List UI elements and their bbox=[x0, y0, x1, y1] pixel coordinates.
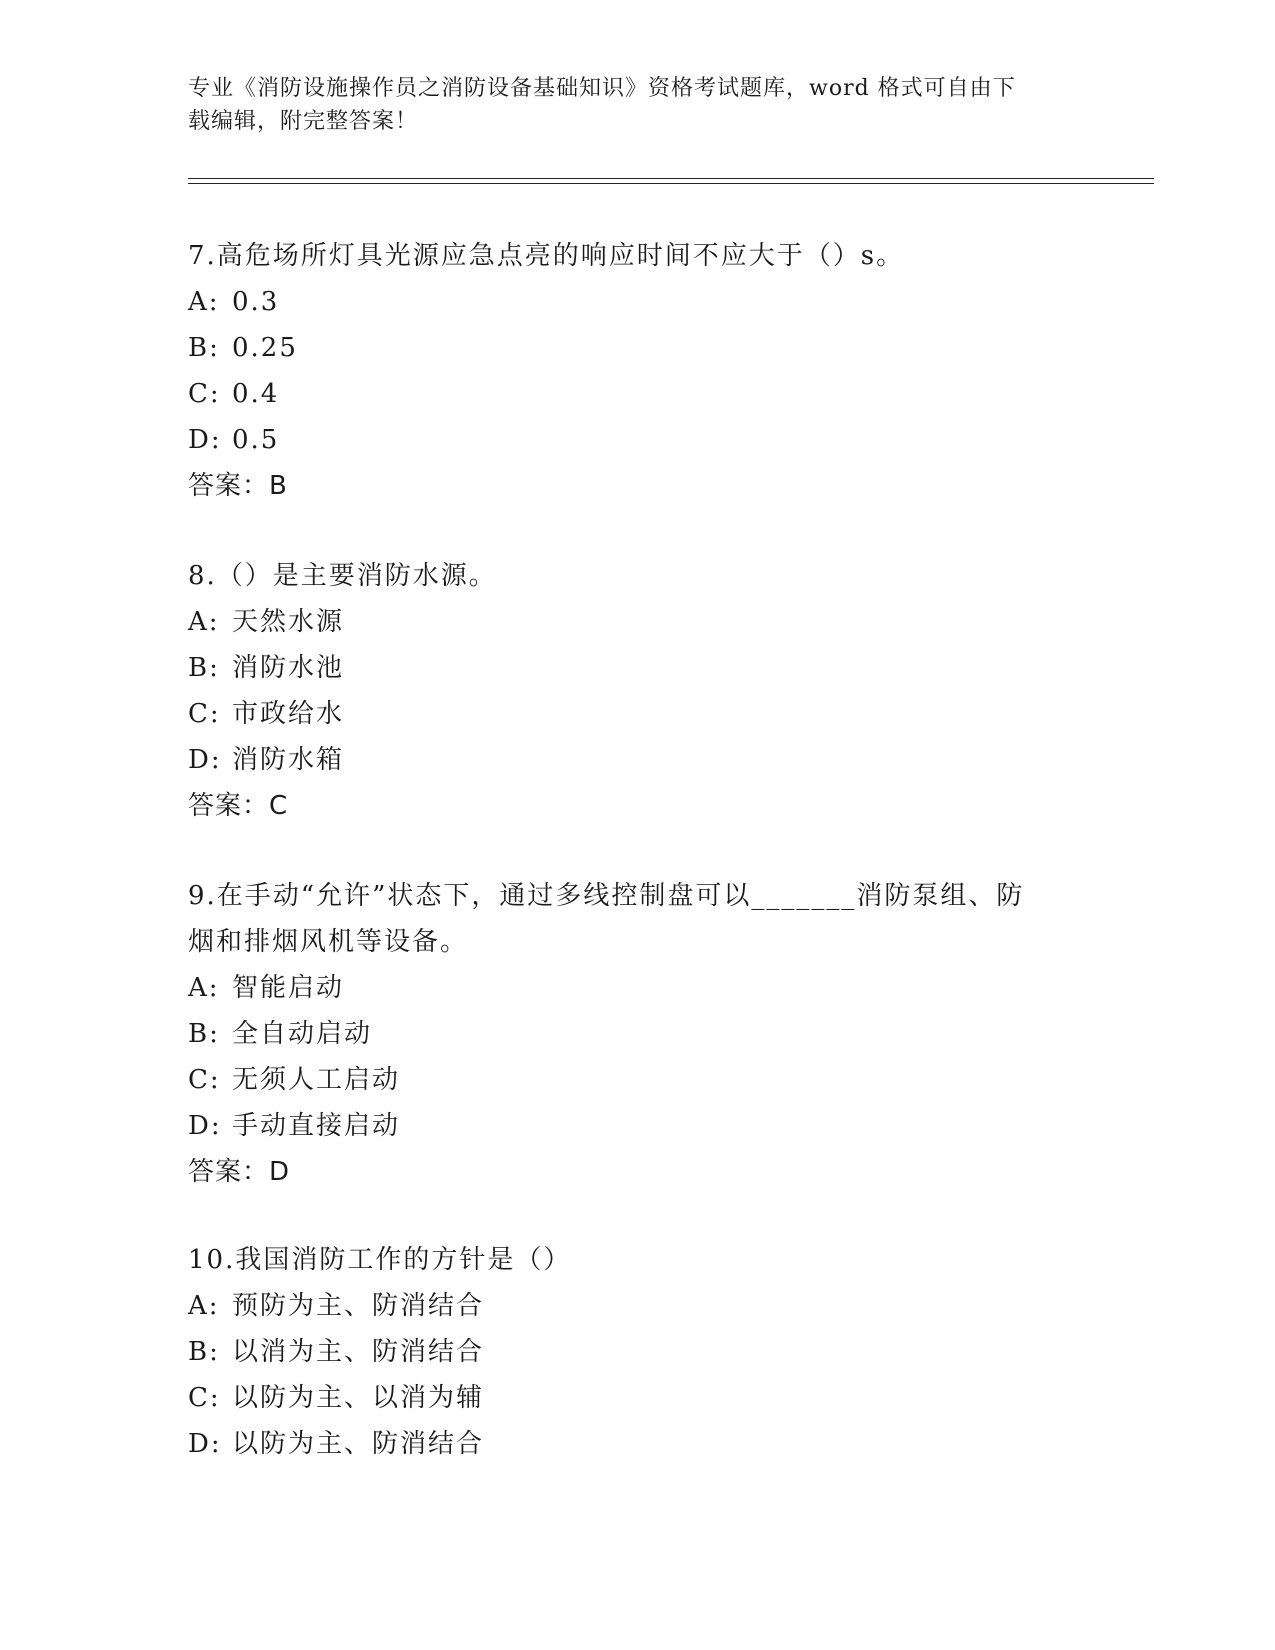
question-stem-continued: 烟和排烟风机等设备。 bbox=[188, 927, 469, 957]
option-key: B: bbox=[188, 333, 220, 363]
option-b bbox=[188, 1329, 1088, 1375]
option-text: 0.4 bbox=[232, 379, 280, 409]
option-key: A: bbox=[188, 287, 220, 317]
option-key: C: bbox=[188, 1383, 221, 1413]
option-text: 手动直接启动 bbox=[232, 1111, 401, 1141]
option-a bbox=[188, 1283, 1088, 1329]
option-key: D: bbox=[188, 425, 222, 455]
document-header bbox=[188, 72, 1068, 138]
option-b bbox=[188, 645, 1088, 691]
option-key: D: bbox=[188, 1111, 222, 1141]
option-text: 天然水源 bbox=[232, 607, 345, 637]
option-key: A: bbox=[188, 607, 220, 637]
question-stem: 8.（）是主要消防水源。 bbox=[188, 561, 497, 591]
question-stem: 7.高危场所灯具光源应急点亮的响应时间不应大于（）s。 bbox=[188, 241, 905, 271]
question-8 bbox=[188, 553, 1088, 829]
option-key: B: bbox=[188, 1019, 220, 1049]
option-text: 市政给水 bbox=[232, 699, 345, 729]
question-stem: 10.我国消防工作的方针是（） bbox=[188, 1245, 572, 1275]
option-key: A: bbox=[188, 1291, 220, 1321]
option-d bbox=[188, 417, 1088, 463]
option-c bbox=[188, 1057, 1088, 1103]
option-b bbox=[188, 325, 1088, 371]
option-c bbox=[188, 371, 1088, 417]
option-key: A: bbox=[188, 973, 220, 1003]
option-key: B: bbox=[188, 1337, 220, 1367]
header-divider-bottom bbox=[188, 183, 1154, 184]
option-key: C: bbox=[188, 379, 221, 409]
question-stem: 9.在手动“允许”状态下，通过多线控制盘可以_______消防泵组、防 bbox=[188, 881, 1025, 911]
option-text: 0.3 bbox=[232, 287, 280, 317]
option-text: 预防为主、防消结合 bbox=[232, 1291, 485, 1321]
option-text: 以防为主、防消结合 bbox=[232, 1429, 485, 1459]
option-text: 0.5 bbox=[232, 425, 280, 455]
option-a bbox=[188, 965, 1088, 1011]
header-line-1: 专业《消防设施操作员之消防设备基础知识》资格考试题库，word 格式可自由下 bbox=[188, 76, 1016, 101]
option-c bbox=[188, 691, 1088, 737]
option-text: 无须人工启动 bbox=[232, 1065, 401, 1095]
option-text: 消防水池 bbox=[232, 653, 345, 683]
question-9 bbox=[188, 873, 1088, 1195]
option-text: 以防为主、以消为辅 bbox=[232, 1383, 485, 1413]
answer-line: 答案：C bbox=[188, 791, 289, 821]
question-10 bbox=[188, 1237, 1088, 1467]
option-key: B: bbox=[188, 653, 220, 683]
header-line-2: 载编辑，附完整答案！ bbox=[188, 109, 419, 134]
option-d bbox=[188, 1103, 1088, 1149]
option-text: 0.25 bbox=[232, 333, 298, 363]
option-d bbox=[188, 1421, 1088, 1467]
answer-line: 答案：B bbox=[188, 471, 288, 501]
option-text: 全自动启动 bbox=[232, 1019, 373, 1049]
option-key: D: bbox=[188, 1429, 222, 1459]
header-divider-top bbox=[188, 178, 1154, 179]
option-key: D: bbox=[188, 745, 222, 775]
answer-line: 答案：D bbox=[188, 1157, 291, 1187]
option-key: C: bbox=[188, 1065, 221, 1095]
option-key: C: bbox=[188, 699, 221, 729]
option-b bbox=[188, 1011, 1088, 1057]
option-text: 消防水箱 bbox=[232, 745, 345, 775]
question-7 bbox=[188, 233, 1088, 509]
option-a bbox=[188, 279, 1088, 325]
option-text: 以消为主、防消结合 bbox=[232, 1337, 485, 1367]
option-a bbox=[188, 599, 1088, 645]
option-d bbox=[188, 737, 1088, 783]
option-c bbox=[188, 1375, 1088, 1421]
option-text: 智能启动 bbox=[232, 973, 345, 1003]
